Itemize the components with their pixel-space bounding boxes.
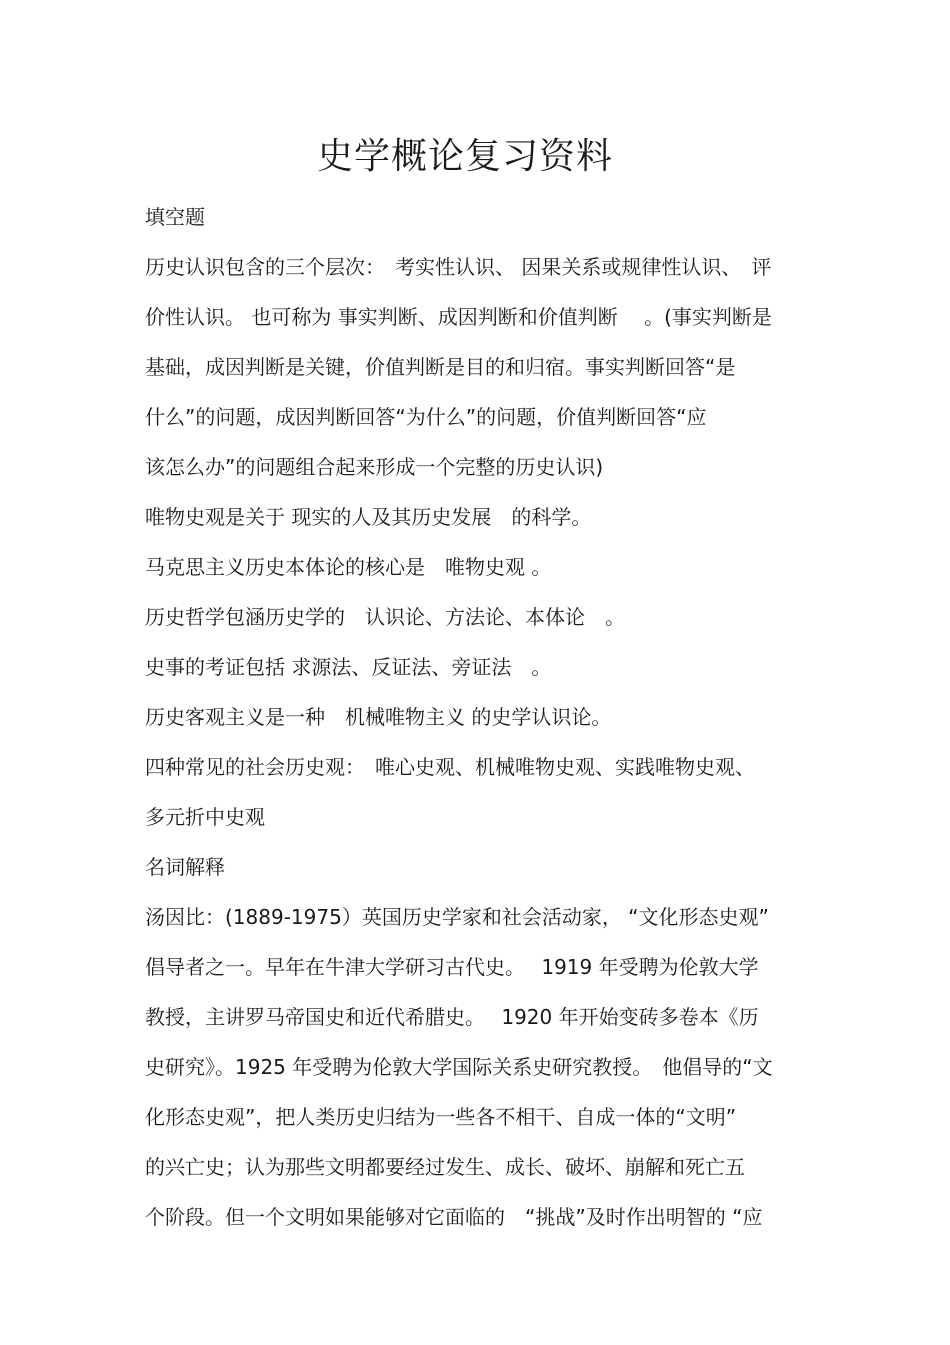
text-line: 历史认识包含的三个层次： 考实性认识、 因果关系或规律性认识、 评 xyxy=(145,255,772,279)
text-line: 价性认识。 也可称为 事实判断、成因判断和价值判断 。(事实判断是 xyxy=(145,305,772,329)
text-line: 的兴亡史；认为那些文明都要经过发生、成长、破坏、崩解和死亡五 xyxy=(145,1155,745,1179)
text-line: 四种常见的社会历史观： 唯心史观、机械唯物史观、实践唯物史观、 xyxy=(145,755,755,779)
text-line: 历史客观主义是一种 机械唯物主义 的史学认识论。 xyxy=(145,705,612,729)
text-line: 该怎么办”的问题组合起来形成一个完整的历史认识) xyxy=(145,455,604,479)
text-line: 个阶段。但一个文明如果能够对它面临的 “挑战”及时作出明智的 “应 xyxy=(145,1205,763,1229)
text-line: 化形态史观”，把人类历史归结为一些各不相干、自成一体的“文明” xyxy=(145,1105,737,1129)
text-line: 史事的考证包括 求源法、反证法、旁证法 。 xyxy=(145,655,552,679)
text-line: 什么”的问题，成因判断回答“为什么”的问题，价值判断回答“应 xyxy=(145,405,707,429)
section-heading-terms: 名词解释 xyxy=(145,855,225,879)
text-line: 历史哲学包涵历史学的 认识论、方法论、本体论 。 xyxy=(145,605,625,629)
section-heading-fill-in: 填空题 xyxy=(145,205,205,229)
text-line: 汤因比：(1889-1975）英国历史学家和社会活动家， “文化形态史观” xyxy=(145,905,769,929)
page-title: 史学概论复习资料 xyxy=(316,136,613,177)
text-line: 马克思主义历史本体论的核心是 唯物史观 。 xyxy=(145,555,552,579)
text-line: 基础，成因判断是关键，价值判断是目的和归宿。事实判断回答“是 xyxy=(145,355,736,379)
text-line: 倡导者之一。早年在牛津大学研习古代史。 1919 年受聘为伦敦大学 xyxy=(145,955,759,979)
text-line: 教授，主讲罗马帝国史和近代希腊史。 1920 年开始变砖多卷本《历 xyxy=(145,1005,759,1029)
text-line: 史研究》。1925 年受聘为伦敦大学国际关系史研究教授。 他倡导的“文 xyxy=(145,1055,773,1079)
text-line: 多元折中史观 xyxy=(145,805,265,829)
text-line: 唯物史观是关于 现实的人及其历史发展 的科学。 xyxy=(145,505,592,529)
